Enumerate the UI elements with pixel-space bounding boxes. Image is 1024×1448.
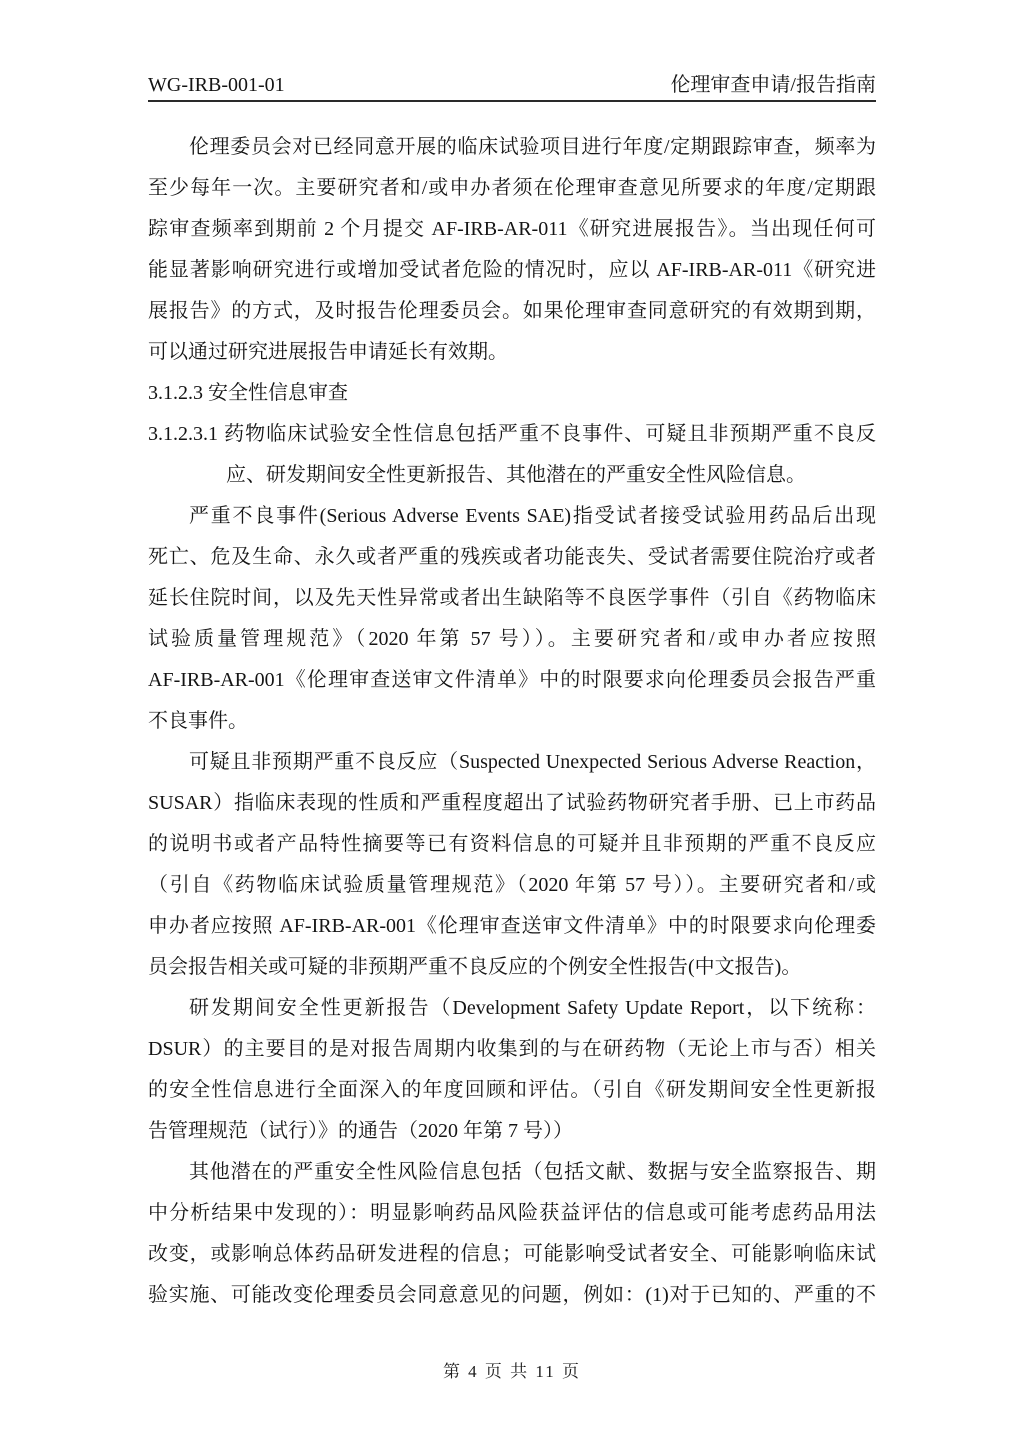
heading-3-1-2-3 — [148, 373, 876, 414]
text-line: 员会报告相关或可疑的非预期严重不良反应的个例安全性报告(中文报告)。 — [148, 956, 802, 978]
text-line: 延长住院时间，以及先天性异常或者出生缺陷等不良医学事件（引自《药物临床 — [148, 587, 876, 609]
para-susar-definition — [148, 742, 876, 988]
para-annual-followup — [148, 127, 876, 373]
text-line: DSUR）的主要目的是对报告周期内收集到的与在研药物（无论上市与否）相关 — [148, 1038, 876, 1060]
text-line: 可疑且非预期严重不良反应（Suspected Unexpected Serious Adverse Reaction， — [189, 751, 876, 773]
header-rule — [148, 100, 876, 102]
para-dsur-definition — [148, 988, 876, 1152]
para-sae-definition — [148, 496, 876, 742]
text-line: 的说明书或者产品特性摘要等已有资料信息的可疑并且非预期的严重不良反应 — [148, 833, 876, 855]
text-line: 试验质量管理规范》（2020 年第 57 号））。主要研究者和/或申办者应按照 — [148, 628, 876, 650]
page-footer: 第 4 页 共 11 页 — [442, 1362, 582, 1381]
text-line: 至少每年一次。主要研究者和/或申办者须在伦理审查意见所要求的年度/定期跟 — [148, 177, 876, 199]
text-line: 其他潜在的严重安全性风险信息包括（包括文献、数据与安全监察报告、期 — [189, 1161, 876, 1183]
text-line: 展报告》的方式，及时报告伦理委员会。如果伦理审查同意研究的有效期到期， — [148, 300, 876, 322]
heading-3-1-2-3-1 — [148, 414, 876, 496]
text-line: 告管理规范（试行）》的通告（2020 年第 7 号）） — [148, 1120, 573, 1142]
text-line: 中分析结果中发现的）：明显影响药品风险获益评估的信息或可能考虑药品用法 — [148, 1202, 876, 1224]
text-line: 研发期间安全性更新报告（Development Safety Update Report，以下统称： — [189, 997, 876, 1019]
para-other-risk-info — [148, 1152, 876, 1316]
text-line: 能显著影响研究进行或增加受试者危险的情况时，应以 AF-IRB-AR-011《研究进 — [148, 259, 876, 281]
text-line: 严重不良事件(Serious Adverse Events SAE)指受试者接受试验用药品后出现 — [189, 505, 876, 527]
doc-title: 伦理审查申请/报告指南 — [670, 74, 876, 96]
page-header — [148, 72, 876, 98]
text-line: 伦理委员会对已经同意开展的临床试验项目进行年度/定期跟踪审查，频率为 — [189, 136, 876, 158]
text-line: 应、研发期间安全性更新报告、其他潜在的严重安全性风险信息。 — [226, 464, 806, 486]
text-line: （引自《药物临床试验质量管理规范》（2020 年第 57 号））。主要研究者和/或 — [148, 874, 876, 896]
text-line: AF-IRB-AR-001《伦理审查送审文件清单》中的时限要求向伦理委员会报告严重 — [148, 669, 876, 691]
text-line: SUSAR）指临床表现的性质和严重程度超出了试验药物研究者手册、已上市药品 — [148, 792, 876, 814]
text-line: 验实施、可能改变伦理委员会同意意见的问题，例如：(1)对于已知的、严重的不 — [148, 1284, 876, 1306]
text-line: 不良事件。 — [148, 710, 248, 732]
doc-code: WG-IRB-001-01 — [148, 74, 285, 96]
text-line: 申办者应按照 AF-IRB-AR-001《伦理审查送审文件清单》中的时限要求向伦理委 — [148, 915, 876, 937]
document-body — [148, 127, 876, 1316]
text-line: 死亡、危及生命、永久或者严重的残疾或者功能丧失、受试者需要住院治疗或者 — [148, 546, 876, 568]
text-line: 3.1.2.3 安全性信息审查 — [148, 382, 348, 404]
text-line: 改变，或影响总体药品研发进程的信息；可能影响受试者安全、可能影响临床试 — [148, 1243, 876, 1265]
text-line: 3.1.2.3.1 药物临床试验安全性信息包括严重不良事件、可疑且非预期严重不良反 — [148, 423, 876, 445]
text-line: 的安全性信息进行全面深入的年度回顾和评估。（引自《研发期间安全性更新报 — [148, 1079, 876, 1101]
text-line: 可以通过研究进展报告申请延长有效期。 — [148, 341, 508, 363]
text-line: 踪审查频率到期前 2 个月提交 AF-IRB-AR-011《研究进展报告》。当出现任何可 — [148, 218, 876, 240]
